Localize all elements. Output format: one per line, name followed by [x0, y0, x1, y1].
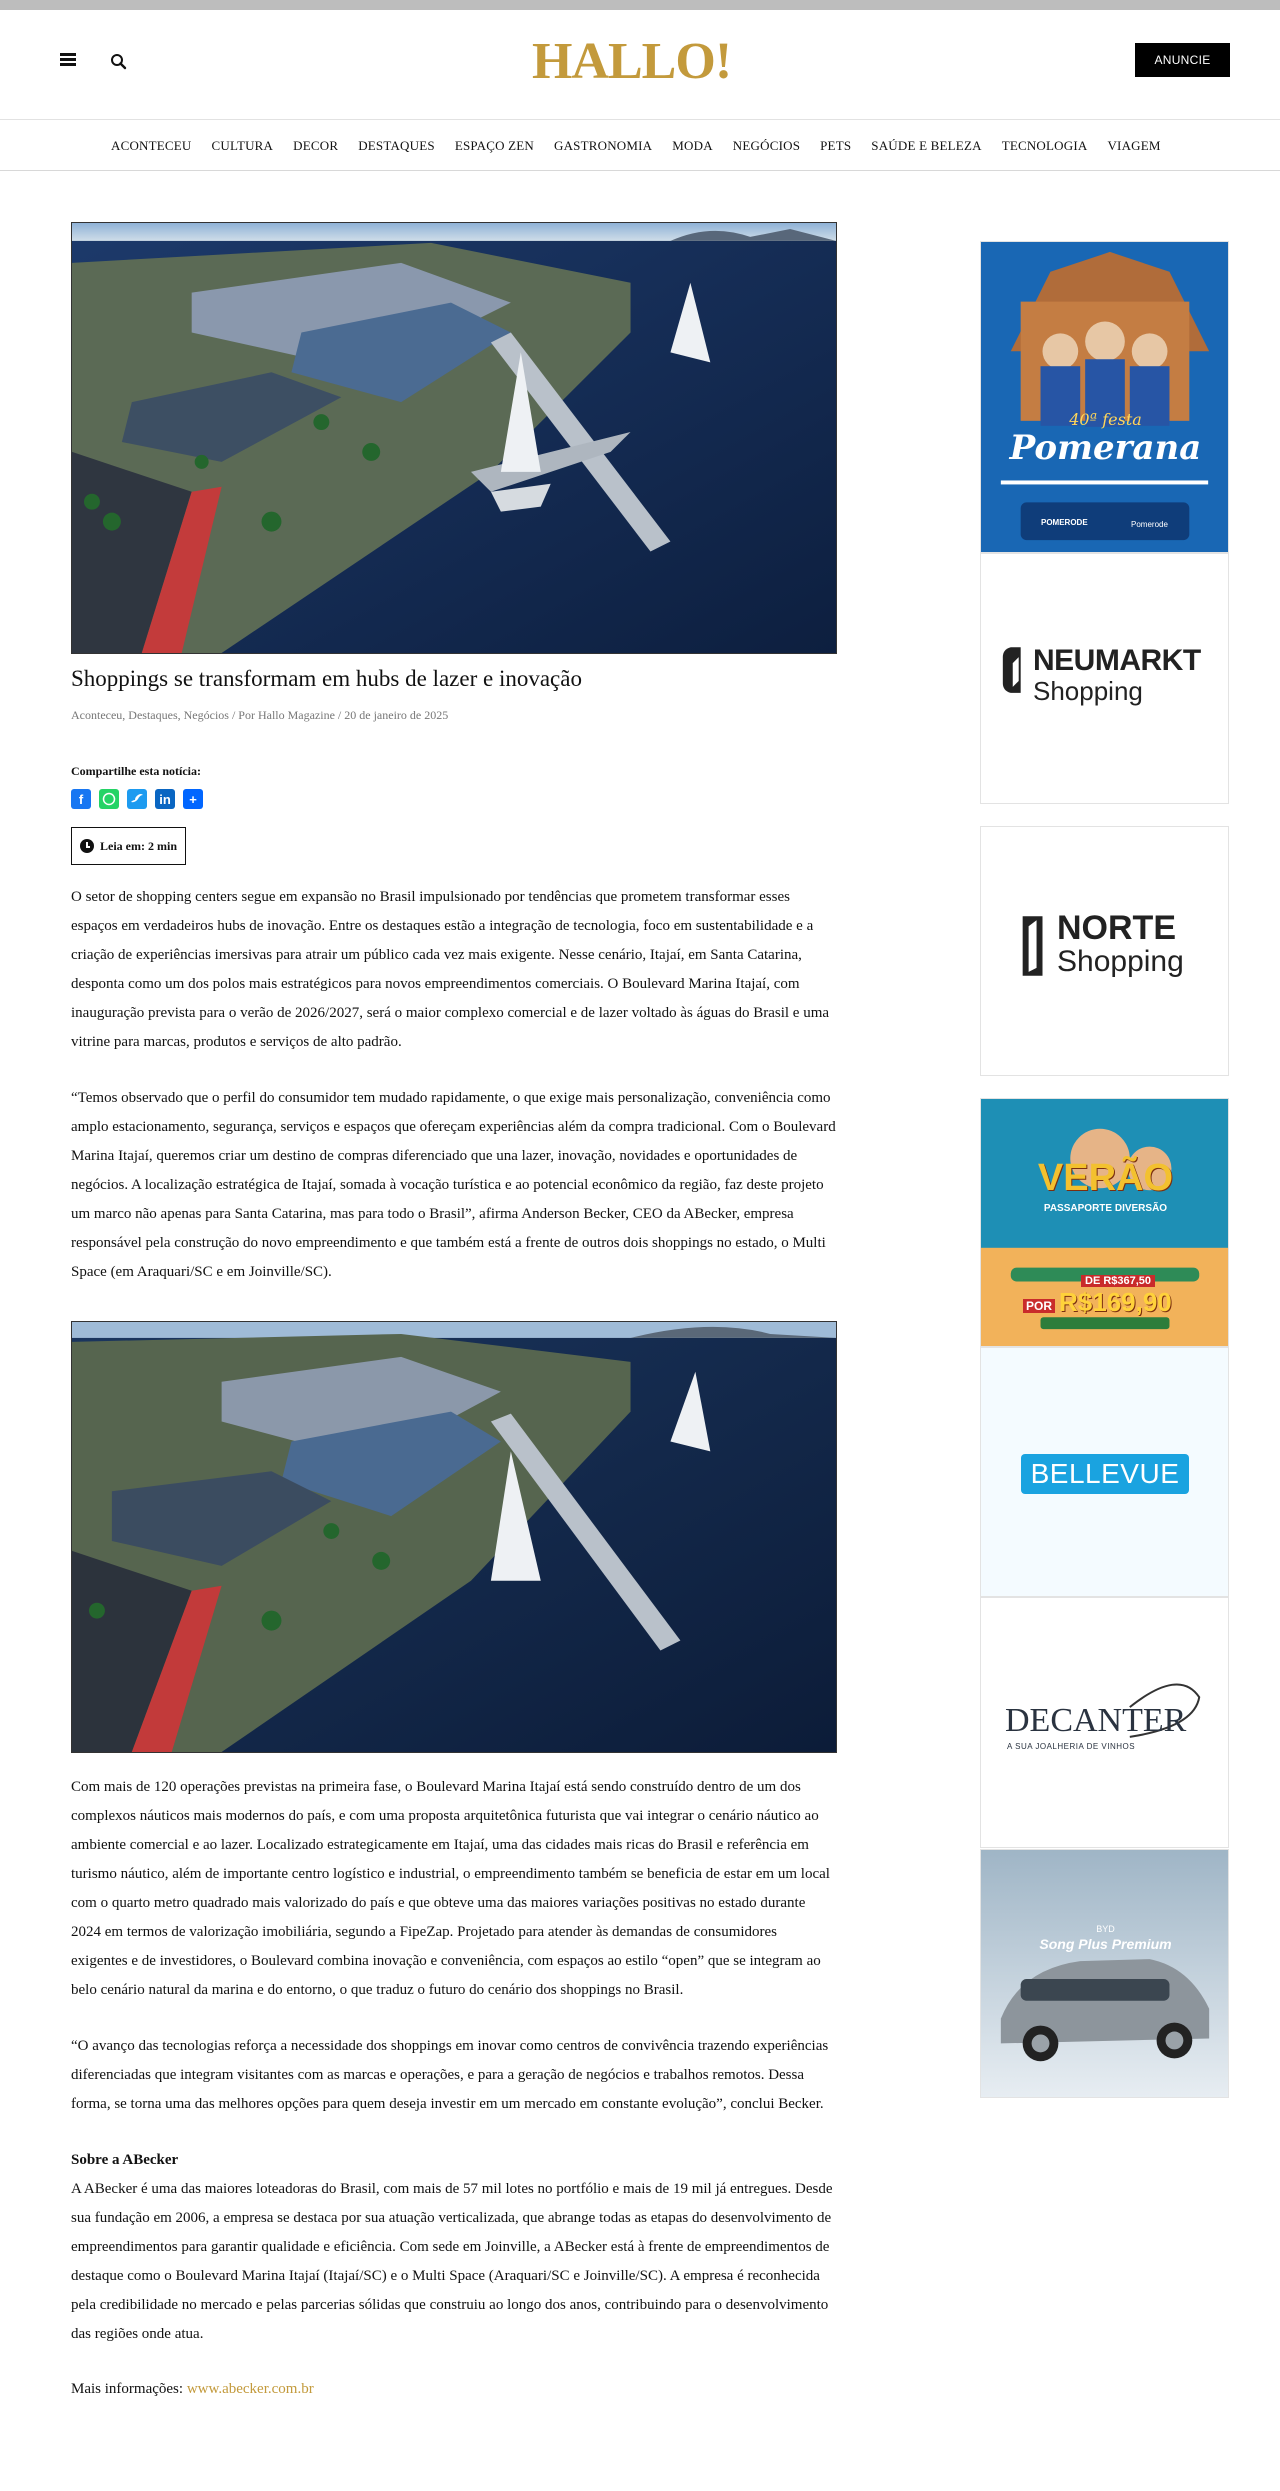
pomerana-footer-right: Pomerode — [1131, 520, 1168, 529]
verao-title: VERÃO — [1037, 1157, 1174, 1199]
hamburger-icon[interactable] — [60, 51, 78, 67]
search-icon[interactable] — [108, 51, 130, 73]
pomerana-footer-left: POMERODE — [1041, 518, 1088, 527]
neumarkt-name: NEUMARKT — [1033, 644, 1201, 677]
nav-item-negocios[interactable]: NEGÓCIOS — [732, 138, 801, 153]
nav-item-aconteceu[interactable]: ACONTECEU — [111, 138, 192, 153]
facebook-icon[interactable]: f — [71, 789, 91, 809]
article — [71, 222, 837, 2404]
article-image — [71, 1321, 837, 1753]
nav-item-destaques[interactable]: DESTAQUES — [358, 138, 435, 153]
neumarkt-shopping: Shopping — [1033, 676, 1143, 706]
pomerana-title: Pomerana — [1009, 428, 1202, 468]
top-strip — [0, 0, 1280, 10]
share-icon[interactable]: + — [183, 789, 203, 809]
read-time-label: Leia em: 2 min — [100, 838, 177, 853]
decanter-tagline: A SUA JOALHERIA DE VINHOS — [1007, 1742, 1136, 1751]
nav-item-viagem[interactable]: VIAGEM — [1107, 138, 1161, 153]
article-title: Shoppings se transformam em hubs de lazer e inovação — [71, 666, 582, 691]
nav-item-tecnologia[interactable]: TECNOLOGIA — [1001, 138, 1088, 153]
byd-brand: BYD — [1096, 1924, 1115, 1934]
nav-item-gastronomia[interactable]: GASTRONOMIA — [554, 138, 653, 153]
article-paragraph: Com mais de 120 operações previstas na primeira fase, o Boulevard Marina Itajaí está sendo construído dentro de um dos complexos náuticos mais modernos do país, e com uma proposta arquitetônica futurista que vai integrar o cenário náutico ao ambiente comercial e ao lazer. Localizado estrategicamente em Itajaí, uma das cidades mais ricas do Brasil e referência em turismo náutico, além de importante centro logístico e industrial, o empreendimento também se beneficia de estar em um local com o quarto metro quadrado mais valorizado do país e que obteve uma das maiores variações positivas no estado durante 2024 em termos de valorização imobiliária, segundo a FipeZap. Projetado para atender às demandas de consumidores exigentes e de investidores, o Boulevard combina inovação e conveniência, com espaços ao estilo “open” que se integram ao belo cenário natural da marina e do entorno, o que traduz o futuro do cenário dos shoppings no Brasil. — [71, 1779, 830, 1998]
decanter-name: DECANTER — [1005, 1702, 1187, 1739]
bellevue-name: BELLEVUE — [1030, 1458, 1180, 1489]
norte-shopping: Shopping — [1057, 945, 1184, 978]
share-label: Compartilhe esta notícia: — [71, 764, 201, 778]
ad-verao[interactable] — [980, 1098, 1229, 1347]
linkedin-icon[interactable]: in — [155, 789, 175, 809]
nav-item-saude-e-beleza[interactable]: SAÚDE E BELEZA — [871, 138, 982, 153]
nav-item-cultura[interactable]: CULTURA — [211, 138, 274, 153]
verao-por-label: POR — [1023, 1299, 1055, 1313]
site-logo[interactable] — [532, 32, 731, 92]
verao-old-price: DE R$367,50 — [1081, 1275, 1155, 1287]
article-meta: Aconteceu, Destaques, Negócios / Por Hallo Magazine / 20 de janeiro de 2025 — [71, 708, 449, 722]
norte-name: NORTE — [1057, 909, 1176, 947]
verao-subtitle: PASSAPORTE DIVERSÃO — [1043, 1203, 1168, 1214]
logo-text: HALLO! — [532, 33, 732, 90]
share-icons — [71, 789, 837, 809]
whatsapp-icon[interactable] — [99, 789, 119, 809]
hero-image — [71, 222, 837, 654]
ad-byd[interactable] — [980, 1849, 1229, 2098]
byd-model: Song Plus Premium — [1039, 1936, 1172, 1952]
clock-icon — [80, 839, 94, 853]
about-paragraph: A ABecker é uma das maiores loteadoras do Brasil, com mais de 57 mil lotes no portfólio e mais de 19 mil já entregues. Desde sua fundação em 2006, a empresa se destaca por sua atuação verticalizada, que abrange todas as etapas do desenvolvimento de empreendimentos para garantir qualidade e eficiência. Com sede em Joinville, a ABecker está à frente de empreendimentos de destaque como o Boulevard Marina Itajaí (Itajaí/SC) e o Multi Space (Araquari/SC e Joinville/SC). A empresa é reconhecida pela credibilidade no mercado e pelas parcerias sólidas que construiu ao longo dos anos, contribuindo para o desenvolvimento das regiões onde atua. — [71, 2181, 833, 2342]
pomerana-festa-label: 40ª festa — [1069, 410, 1142, 429]
read-time-badge — [71, 827, 186, 865]
article-paragraph: O setor de shopping centers segue em expansão no Brasil impulsionado por tendências que prometem transformar esses espaços em verdadeiros hubs de inovação. Entre os destaques estão a integração de tecnologia, foco em sustentabilidade e a criação de experiências imersivas para atrair um público cada vez mais exigente. Nesse cenário, Itajaí, em Santa Catarina, desponta como um dos polos mais estratégicos para novos empreendimentos comerciais. O Boulevard Marina Itajaí, com inauguração prevista para o verão de 2026/2027, será o maior complexo comercial e de lazer voltado às águas do Brasil e uma vitrine para marcas, produtos e serviços de alto padrão. — [71, 889, 830, 1050]
verao-price: R$169,90 — [1059, 1287, 1172, 1317]
article-paragraph: “Temos observado que o perfil do consumidor tem mudado rapidamente, o que exige mais personalização, conveniência como amplo estacionamento, segurança, serviços e espaços que ofereçam experiências além da compra tradicional. Com o Boulevard Marina Itajaí, queremos criar um destino de compras diferenciado que una lazer, inovação, novidades e oportunidades de negócios. A localização estratégica de Itajaí, somada à vocação turística e ao potencial econômico da região, faz deste projeto um marco não apenas para Santa Catarina, mas para todo o Brasil”, afirma Anderson Becker, CEO da ABecker, empresa responsável pela construção do novo empreendimento e que também está a frente de outros dois shoppings no estado, o Multi Space (em Araquari/SC e em Joinville/SC). — [71, 1090, 836, 1280]
ad-neumarkt[interactable] — [980, 553, 1229, 804]
nav-item-moda[interactable]: MODA — [672, 138, 713, 153]
abecker-link[interactable]: www.abecker.com.br — [186, 2381, 314, 2397]
site-header — [0, 10, 1280, 120]
category-nav — [0, 121, 1280, 171]
nav-item-decor[interactable]: DECOR — [293, 138, 339, 153]
ad-bellevue[interactable] — [980, 1347, 1229, 1597]
twitter-icon[interactable] — [127, 789, 147, 809]
ad-norte[interactable] — [980, 826, 1229, 1076]
article-paragraph: “O avanço das tecnologias reforça a necessidade dos shoppings em inovar como centros de convivência trazendo experiências diferenciadas que integram visitantes com as marcas e operações, e para a geração de negócios e trabalhos remotos. Dessa forma, se torna uma das melhores opções para quem deseja investir em um mercado em constante evolução”, conclui Becker. — [71, 2038, 829, 2112]
ad-pomerana[interactable] — [980, 241, 1229, 553]
ad-decanter[interactable] — [980, 1597, 1229, 1848]
anuncie-button[interactable]: ANUNCIE — [1135, 43, 1230, 77]
about-heading: Sobre a ABecker — [71, 2152, 179, 2168]
more-info-label: Mais informações: — [71, 2381, 187, 2397]
more-info — [71, 2375, 837, 2404]
nav-item-espaco-zen[interactable]: ESPAÇO ZEN — [454, 138, 534, 153]
nav-item-pets[interactable]: PETS — [820, 138, 852, 153]
